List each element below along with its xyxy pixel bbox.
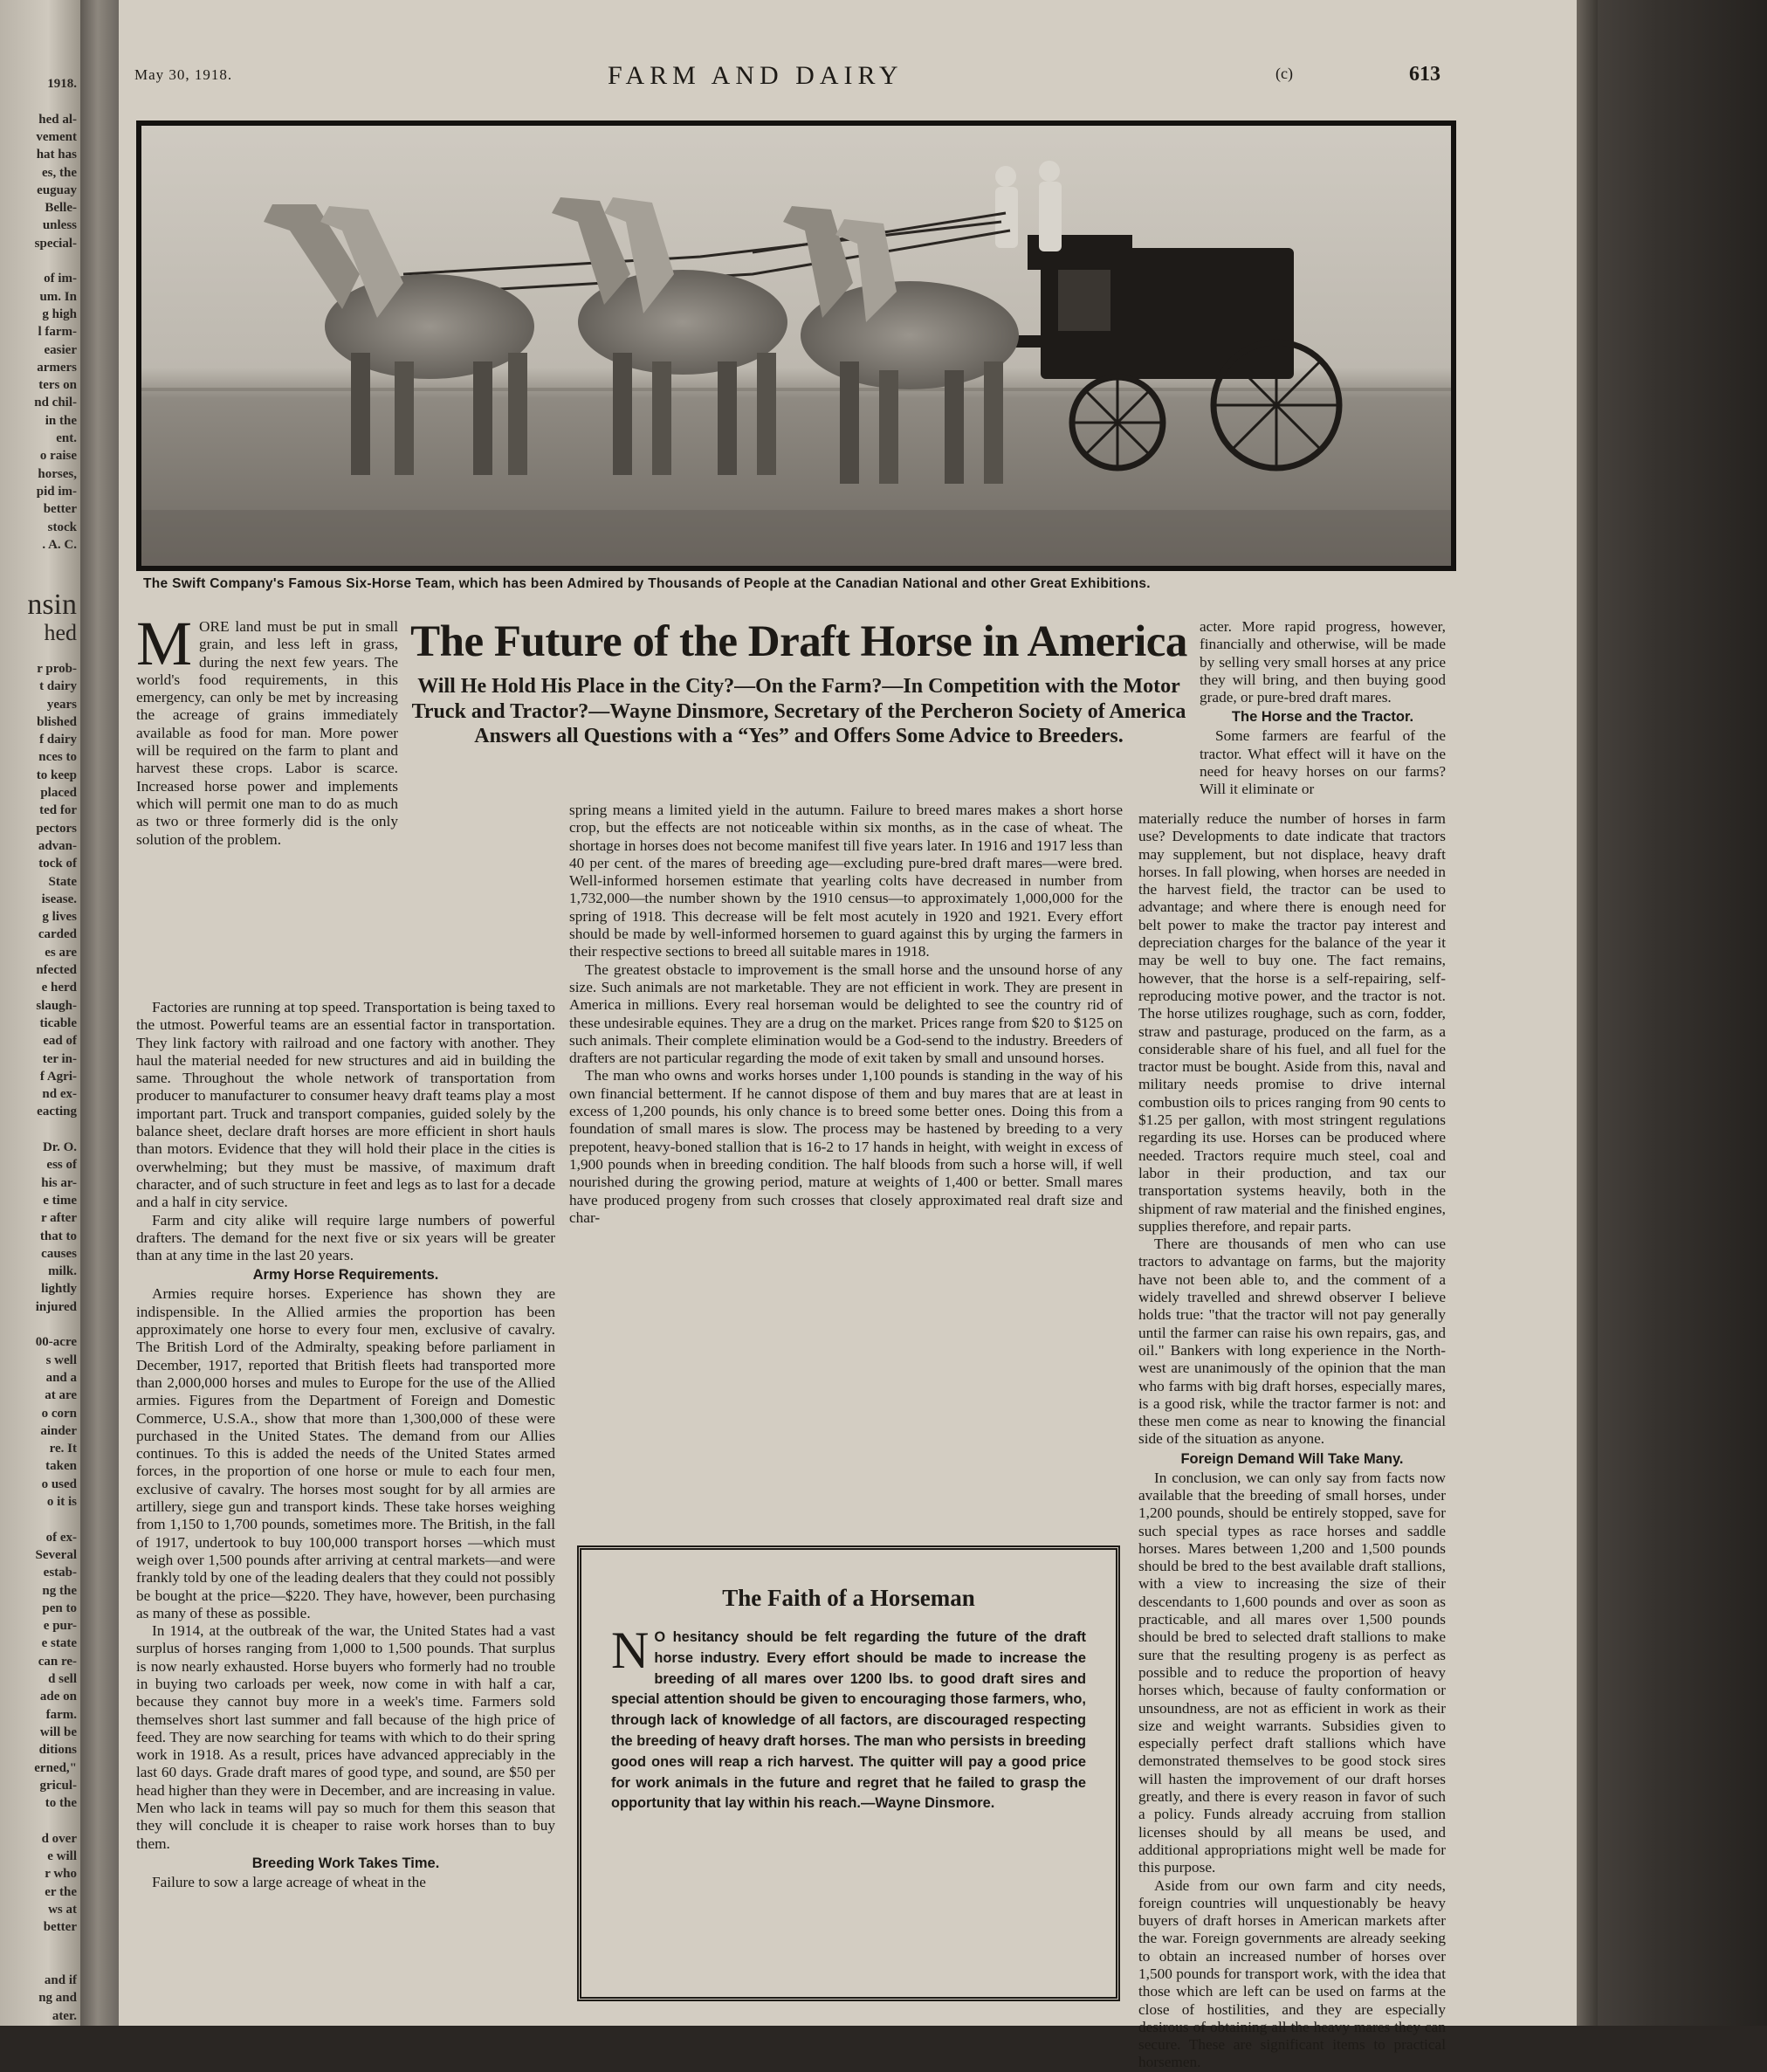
- previous-page-text-line: hed: [44, 620, 77, 646]
- article-paragraph: The man who owns and works horses under 1,100 pounds is standing in the way of his own financial betterment. If he cannot dispose of them and buy mares that are at least in excess of 1,200 pounds, his only chance is to breed some better ones. Doing this from a foundation of small mares is slow. The process may be hastened by breeding to a very prepotent, heavy-boned stallion that is 16-2 to 17 hands in height, with weight in excess of 1,900 pounds when in breeding condition. The half bloods from such a horse will, if well nourished during the growing period, mature at weights of 1,400 or better. Small mares have produced progeny from such crosses that closely approximated real draft size and char-: [569, 1067, 1123, 1226]
- previous-page-text-line: placed: [40, 786, 77, 800]
- article-paragraph: spring means a limited yield in the autumn. Failure to breed mares makes a short horse crop, but the effects are not noticeable within six months, as in the case of wheat. The shortage in horses does not become manifest till five years later. In 1916 and 1917 less than 40 per cent. of the mares of breeding age—excluding pure-bred draft mares—were bred. Well-informed horsemen estimate that yearling colts have decreased in number from 1,732,000—the number shown by the 1910 census—to approximately 1,000,000 for the spring of 1918. This decrease will be felt most acutely in 1920 and 1921. Every effort should be made by well-informed horsemen to guard against this by urging the farmers in their respective sections to breed all suitable mares in 1918.: [569, 802, 1123, 960]
- article-paragraph: Farm and city alike will require large numbers of powerful drafters. The demand for the next five or six years will be greater than at any time in the last 20 years.: [136, 1211, 555, 1264]
- previous-page-text-line: better: [43, 1920, 77, 1935]
- previous-page-text-line: vement: [36, 129, 77, 144]
- publication-title: FARM AND DAIRY: [608, 61, 904, 90]
- previous-page-text-line: euguay: [37, 182, 77, 197]
- previous-page-text-line: e pur-: [43, 1619, 77, 1634]
- previous-page-text-line: that to: [39, 1229, 77, 1243]
- previous-page-text-line: ters on: [38, 378, 77, 393]
- previous-page-text-line: blished: [37, 714, 77, 729]
- previous-page-text-line: pid im-: [36, 484, 77, 499]
- wagon: [997, 235, 1294, 379]
- previous-page-text-line: taken: [45, 1459, 77, 1474]
- previous-page-text-line: eacting: [37, 1105, 77, 1119]
- section-heading: Foreign Demand Will Take Many.: [1180, 1450, 1404, 1467]
- previous-page-text-line: State: [48, 874, 77, 889]
- article-column-3-top: [1200, 618, 1446, 799]
- previous-page-text-line: s well: [45, 1353, 77, 1367]
- article-dropcap: M: [136, 609, 193, 678]
- copyright-mark: (c): [1275, 65, 1293, 82]
- article-headline: The Future of the Draft Horse in America: [410, 617, 1187, 666]
- previous-page-text-line: armers: [37, 360, 77, 375]
- section-heading: The Horse and the Tractor.: [1231, 709, 1414, 726]
- page-fold: [1577, 0, 1598, 2026]
- box-text: O hesitancy should be felt regarding the future of the draft horse industry. Every effort should be made to increase the breeding of all mares over 1200 lbs. to good draft sires and special attention should be given to encouraging those farmers, who, through lack of knowledge of all factors, are discouraged respecting the breeding of heavy draft horses. The man who persists in breeding good ones will reap a rich harvest. The quitter will pay a good price for work animals in the future and regret that he failed to grasp the opportunity that lay within his reach.—Wayne Dinsmore.: [611, 1629, 1086, 1812]
- previous-page-text-line: ted for: [39, 803, 77, 818]
- previous-page-text-line: o corn: [41, 1406, 77, 1421]
- article-paragraph: There are thousands of men who can use tractors to advantage on farms, but the majority have not been able to, and the comment of a widely travelled and shrewd observer I believe holds true: "that the tractor will not pay generally until the farmer can raise his own repairs, gas, and oil." Bankers with long experience in the North-west are unanimously of the opinion that the man who farms with big draft horses, especially mares, is a good risk, while the tractor farmer is not: and these men come as near to knowing the financial side of the situation as anyone.: [1138, 1236, 1446, 1448]
- previous-page-text-line: advan-: [38, 838, 77, 853]
- previous-page-text-line: e herd: [41, 981, 77, 995]
- previous-page-text-line: nd chil-: [34, 396, 77, 410]
- previous-page-text-line: estab-: [43, 1566, 77, 1580]
- previous-page-text-line: milk.: [48, 1264, 77, 1279]
- article-paragraph: In conclusion, we can only say from facts now available that the breeding of small horses, under 1,200 pounds, should be entirely stopped, save for such special types as race horses and saddle horses. Mares between 1,200 and 1,500 pounds should be bred to the best available draft stallions, with a view to increasing the size of their descendants to 1,600 pounds and over as soon as practicable, and all mares over 1,500 pounds should be bred to selected draft stallions to make sure that the resulting progeny is as perfect as possible and to reduce the proportion of heavy horses which, because of faulty conformation or unsoundness, are not as efficient in work as their size and weight warrants. Subsidies given to especially perfect draft stallions which have demonstrated themselves to be good stock sires will hasten the improvement of our draft horses greatly, and there is every reason in favor of such a policy. Funds already accruing from stallion licenses should by all means be used, and additional appropriations might well be made for this purpose.: [1138, 1469, 1446, 1876]
- article-paragraph: Aside from our own farm and city needs, foreign countries will unquestionably be heavy buyers of draft horses in American markets after the war. Foreign governments are already seeking to obtain an increased number of horses over 1,500 pounds for transport work, with the idea that those which are left can be used on farms at the close of hostilities, and they are especially desirous of obtaining all the heavy mares they can secure. These are significant items to practical horsemen.: [1138, 1876, 1446, 2071]
- previous-page-text-line: ng and: [38, 1991, 77, 2006]
- article-paragraph: Failure to sow a large acreage of wheat in the: [152, 1873, 426, 1890]
- article-paragraph: In 1914, at the outbreak of the war, the United States had a vast surplus of horses ranging from 1,000 to 1,500 pounds. That surplus is now nearly exhausted. Horse buyers who formerly had no trouble in buying two carloads per week, now come in with half a car, because they cannot buy more in a week's time. Farmers sold themselves short last summer and fall because of the high price of feed. They are now searching for teams with which to do their spring work in 1918. As a result, prices have advanced appreciably in the last 60 days. Grade draft mares of good type, and sound, are $50 per head higher than they were in December, and are increasing in value. Men who lack in teams will pay so much for them this season that they will conclude it is cheaper to raise work horses than to buy them.: [136, 1622, 555, 1852]
- previous-page-text-line: in the: [45, 413, 77, 428]
- previous-page-text-line: f dairy: [39, 733, 77, 747]
- article-paragraph: materially reduce the number of horses in farm use? Developments to date indicate that tractors may supplement, but not displace, heavy draft horses. In fall plowing, when horses are needed in the harvest field, the tractor can be used to advantage; and where there is enough need for belt power to make the tractor pay interest and depreciation charges for the balance of the year it may be well to buy one. The fact remains, however, that the horse is a self-repairing, self-reproducing motive power, and the tractor is not. The horse utilizes roughage, such as corn, fodder, straw and pasturage, produced on the farm, as a considerable share of his fuel, and all fuel for the tractor must be bought. Aside from this, naval and military needs promise to drive internal combustion oils to prices ranging from 90 cents to $1.25 per gallon, with most stringent regulations regarding its use. Horses can be produced where needed. Tractors require much steel, coal and labor in their production, and tax our transportation systems heavily, both in the shipment of raw material and the finished engines, supplies therefore, and repair parts.: [1138, 810, 1446, 1235]
- previous-page-text-line: ater.: [52, 2008, 77, 2023]
- previous-page-text-line: stock: [47, 520, 77, 534]
- page-number: 613: [1409, 63, 1440, 86]
- previous-page-text-line: ainder: [40, 1423, 77, 1438]
- box-dropcap: N: [611, 1621, 650, 1679]
- previous-page-text-line: t dairy: [39, 679, 77, 694]
- previous-page-text-line: l farm-: [38, 325, 77, 340]
- article-column-3: [1138, 810, 1446, 2072]
- horse-team-illustration: [141, 126, 1451, 566]
- previous-page-text-line: horses,: [38, 466, 77, 481]
- article-paragraph: The greatest obstacle to improvement is the small horse and the unsound horse of any size. Such animals are not marketable. They are not efficient in work. They are present in America in millions. Every real horseman would be delighted to see the country rid of these undesirable equines. They are a drug on the market. Prices range from $20 to $125 on such animals. Their complete elimination would be a God-send to the industry. Breeders of drafters are not particular regarding the mode of exit taken by small and unsound horses.: [569, 960, 1123, 1067]
- faith-of-a-horseman-box: [577, 1545, 1120, 2001]
- previous-page-text-line: er the: [45, 1884, 77, 1899]
- book-binding: [80, 0, 119, 2026]
- previous-page-text-line: unless: [42, 218, 77, 233]
- previous-page-text-line: Dr. O.: [42, 1140, 77, 1154]
- previous-page-text-line: can re-: [38, 1654, 77, 1669]
- previous-page-text-line: and a: [45, 1370, 77, 1385]
- previous-page-text-line: erned,": [34, 1760, 77, 1775]
- previous-page-text-line: r who: [45, 1867, 77, 1882]
- box-title: The Faith of a Horseman: [722, 1585, 975, 1611]
- previous-page-text-line: will be: [39, 1724, 77, 1739]
- previous-page-text-line: d over: [41, 1831, 77, 1846]
- photo-caption: The Swift Company's Famous Six-Horse Team, which has been Admired by Thousands of People at the Canadian National and other Great Exhibitions.: [143, 576, 1151, 591]
- previous-page-text-line: . A. C.: [42, 537, 77, 552]
- section-heading: Breeding Work Takes Time.: [251, 1855, 440, 1871]
- article-paragraph: Some farmers are fearful of the tractor. What effect will it have on the need for heavy horses on our farms? Will it eliminate or: [1200, 727, 1446, 798]
- previous-page-text-line: hed al-: [38, 112, 77, 127]
- previous-page-text-line: pen to: [42, 1600, 77, 1615]
- right-page-edge: [1577, 0, 1767, 2026]
- previous-page-text-line: at are: [45, 1388, 77, 1403]
- previous-page-text-line: special-: [34, 236, 77, 251]
- previous-page-text-line: o raise: [39, 449, 77, 464]
- previous-page-text-line: of im-: [44, 272, 77, 286]
- previous-page-text-line: Belle-: [45, 201, 77, 216]
- newspaper-page: [119, 0, 1577, 2071]
- previous-page-text-line: and if: [44, 1973, 77, 1988]
- section-heading: Army Horse Requirements.: [252, 1267, 439, 1284]
- previous-page-text-line: ticable: [39, 1015, 77, 1030]
- previous-page-text-line: lightly: [41, 1282, 77, 1297]
- previous-page-text-line: 1918.: [47, 77, 77, 91]
- previous-page-text-line: ter in-: [42, 1051, 77, 1066]
- previous-page-text-line: um. In: [39, 289, 77, 304]
- previous-page-text-line: of ex-: [45, 1530, 77, 1545]
- article-column-2: [569, 802, 1123, 1227]
- previous-page-text-line: ess of: [46, 1158, 77, 1173]
- previous-page-text-line: f Agri-: [39, 1069, 77, 1084]
- previous-page-text-line: nsin: [27, 588, 77, 621]
- previous-page-text-line: hat has: [36, 148, 77, 162]
- previous-page-text-line: pectors: [36, 821, 77, 836]
- article-paragraph: Factories are running at top speed. Transportation is being taxed to the utmost. Powerful teams are an essential factor in transportation. They link factory with railroad and one factory with another. They haul the material needed for new structures and aid in building the same. Throughout the whole network of transportation from producer to manufacturer to consumer heavy draft teams play a most important part. Truck and transport companies, guided solely by the balance sheet, declare draft horses are more efficient in short hauls than motors. Evidence that they will hold their place in the cities is overwhelming; but they must be massive, of maximum draft character, and of such structure in feet and legs as to last for a decade and a half in city service.: [136, 999, 555, 1211]
- previous-page-text-line: his ar-: [41, 1175, 77, 1190]
- previous-page-text-line: e state: [41, 1636, 77, 1651]
- previous-page-text-line: g lives: [42, 910, 77, 925]
- previous-page-text-line: farm.: [45, 1707, 77, 1722]
- previous-page-text-line: injured: [35, 1299, 77, 1314]
- previous-page-text-line: ws at: [48, 1902, 77, 1917]
- previous-page-text-line: years: [46, 697, 77, 712]
- previous-page-text-line: 00-acre: [35, 1335, 77, 1350]
- previous-page-text-line: causes: [41, 1246, 77, 1261]
- previous-page-text-line: nces to: [38, 750, 77, 765]
- previous-page-text-line: e will: [47, 1849, 77, 1863]
- previous-page-text-line: ade on: [39, 1690, 77, 1704]
- previous-page-text-line: carded: [38, 927, 77, 942]
- previous-page-text-line: tock of: [38, 857, 77, 871]
- previous-page-text-line: e time: [43, 1193, 77, 1208]
- article-subheading: Will He Hold His Place in the City?—On the Farm?—In Competition with the Motor Truck and Tractor?—Wayne Dinsmore, Secretary of the Percheron Society of America Answers all Questions with a “Yes” and Offers Some Advice to Breeders.: [411, 675, 1186, 747]
- previous-page-text-line: isease.: [41, 891, 77, 906]
- previous-page-text-line: ng the: [42, 1583, 77, 1598]
- page-header: [119, 61, 1577, 96]
- previous-page-text-line: nfected: [36, 963, 77, 977]
- previous-page-text-line: ent.: [56, 431, 77, 445]
- previous-page-text-line: to the: [45, 1796, 77, 1811]
- previous-page-text-line: Several: [35, 1547, 77, 1562]
- previous-page-text-line: ditions: [38, 1743, 77, 1758]
- article-intro-text: ORE land must be put in small grain, and less left in grass, during the next few years. The world's food requirements, in this emergency, can only be met by increasing the acreage of grains immediately available as food for man. More power will be required on the farm to plant and harvest these crops. Labor is scarce. Increased horse power and implements which will permit one man to do as much as two or three formerly did is the only solution of the problem.: [136, 618, 398, 848]
- previous-page-text-line: es are: [45, 945, 77, 960]
- previous-page-text-line: o it is: [46, 1495, 77, 1509]
- previous-page-text-line: g high: [42, 306, 77, 321]
- previous-page-text-line: easier: [44, 342, 77, 357]
- issue-date: May 30, 1918.: [134, 66, 233, 83]
- article-column-1-intro: [136, 609, 398, 849]
- previous-page-text-line: re. It: [49, 1442, 77, 1456]
- previous-page-text-line: gricul-: [39, 1778, 77, 1793]
- box-body: [611, 1621, 1086, 1814]
- previous-page-text-line: d sell: [48, 1672, 77, 1686]
- previous-page-text-line: better: [43, 502, 77, 517]
- article-paragraph: acter. More rapid progress, however, financially and otherwise, will be made by selling very small horses at any price they will bring, and then buying good grade, or pure-bred draft mares.: [1200, 618, 1446, 706]
- previous-page-text-line: nd ex-: [42, 1087, 77, 1102]
- previous-page-text-line: es, the: [42, 165, 77, 180]
- article-paragraph: Armies require horses. Experience has shown they are indispensible. In the Allied armies the proportion has been approximately one horse to every four men, exclusive of cavalry. The British Lord of the Admiralty, speaking before parliament in December, 1917, reported that British fleets had transported more than 2,000,000 horses and mules to Europe for the use of the Allied armies. Figures from the Department of Foreign and Domestic Commerce, U.S.A., show that more than 1,300,000 of these were purchased in the United States. The demand from our Allies continues. To this is added the needs of the United States armed forces, in the proportion of one horse or mule to each four men, exclusive of cavalry. The horses most sought for by all armies are artillery, siege gun and transport kinds. These take horses weighing from 1,150 to 1,700 pounds, sometimes more. The British, in the fall of 1917, undertook to buy 100,000 transport horses —which must weigh over 1,500 pounds after arriving at central markets—and were frankly told by one of the leading dealers that they could not possibly be bought at the price—$220. They have, however, been purchasing as many of these as possible.: [136, 1285, 555, 1621]
- previous-page-text-line: r prob-: [37, 661, 77, 676]
- previous-page-text-line: ead of: [43, 1034, 77, 1049]
- previous-page-text-line: r after: [41, 1211, 77, 1226]
- article-column-1: [136, 999, 555, 1891]
- previous-page-edge: [0, 0, 80, 2026]
- six-horse-team-photo: [136, 120, 1456, 571]
- previous-page-text-line: slaugh-: [36, 998, 77, 1013]
- previous-page-text-line: o used: [41, 1477, 77, 1491]
- previous-page-text-line: to keep: [36, 768, 77, 782]
